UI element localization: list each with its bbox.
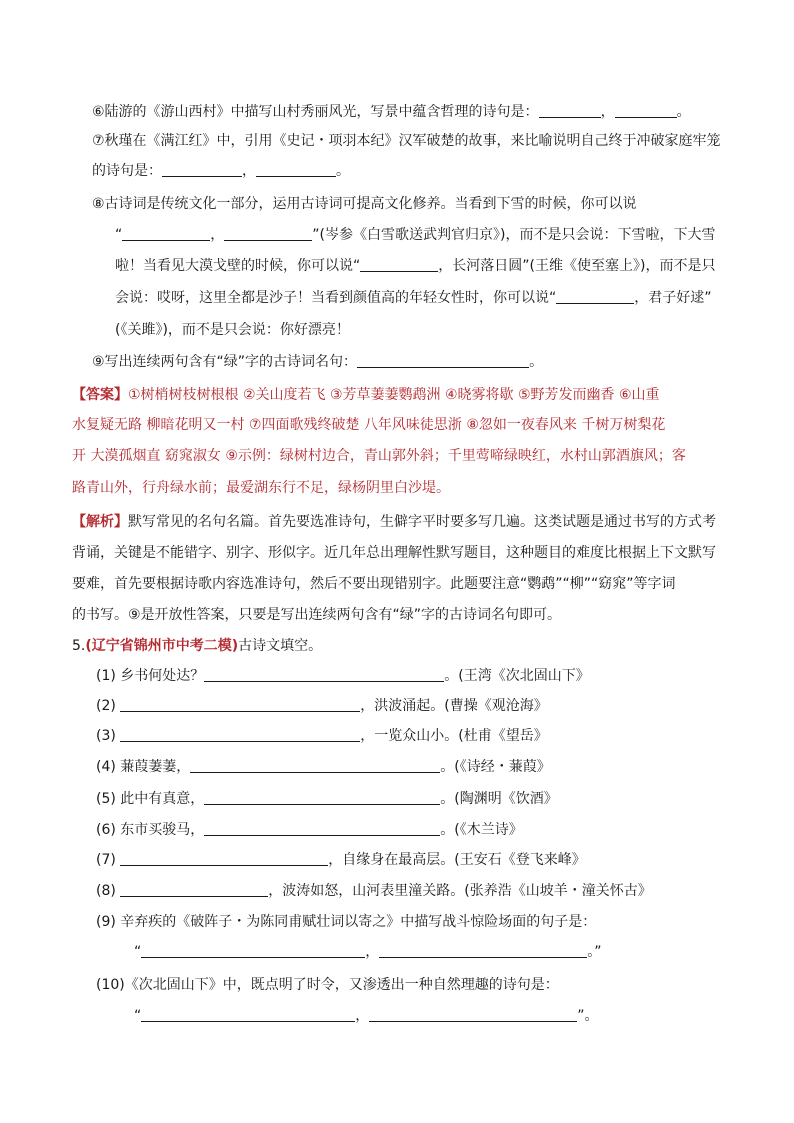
analysis-line4: 的书写。⑨是开放性答案，只要是写出连续两句含有“绿”字的古诗词名句即可。 [72, 607, 562, 623]
answer-blank[interactable] [360, 257, 438, 272]
answer-blank[interactable] [539, 103, 601, 118]
q5-item-2 [96, 696, 548, 716]
item-text: (7) [96, 852, 121, 868]
q5-item-10-line1: (10)《次北固山下》中，既点明了时令，又渗透出一种自然理趣的诗句是： [96, 977, 559, 993]
q4-item-7-line2 [92, 161, 350, 181]
q4-item-8-line2 [115, 225, 715, 245]
item-text: (5) 此中有真意， [96, 791, 205, 807]
answer-line4: 路青山外，行舟绿水前；最爱湖东行不足，绿杨阴里白沙堤。 [72, 480, 450, 496]
item-8-text: ”(岑参《白雪歌送武判官归京》)，而不是只会说：下雪啦，下大雪 [312, 227, 716, 243]
item-source: 。(《诗经・蒹葭》 [440, 759, 551, 775]
answer-blank[interactable] [120, 727, 360, 742]
answer-blank[interactable] [190, 758, 440, 773]
q4-item-7-line1: ⑦秋瑾在《满江红》中，引用《史记・项羽本纪》汉军破楚的故事，来比喻说明自己终于冲破家庭牢笼 [92, 133, 721, 149]
item-source: ，波涛如怒，山河表里潼关路。(张养浩《山坡羊・潼关怀古》 [268, 883, 652, 899]
answer-blank[interactable] [556, 289, 634, 304]
answer-blank[interactable] [357, 353, 529, 368]
q4-item-8-line1: ⑧古诗词是传统文化一部分，运用古诗词可提高文化修养。当看到下雪的时候，你可以说 [92, 196, 637, 212]
analysis-text: 默写常见的名句名篇。首先要选准诗句，生僻字平时要多写几遍。这类试题是通过书写的方式考 [128, 514, 716, 530]
answer-blank[interactable] [204, 821, 440, 836]
period: 。 [336, 163, 350, 179]
answer-blank[interactable] [256, 162, 336, 177]
item-8-text: ，君子好逑” [634, 290, 712, 306]
answer-blank[interactable] [122, 226, 210, 241]
question-source: (辽宁省锦州市中考二模) [85, 638, 239, 654]
analysis-line3: 要难，首先要根据诗歌内容选准诗句，然后不要出现错别字。此题要注意“鹦鹉”“柳”“窈窕”等字词 [72, 576, 676, 592]
item-6-text: ⑥陆游的《游山西村》中描写山村秀丽风光，写景中蕴含哲理的诗句是： [92, 104, 539, 120]
item-text: (4) 蒹葭萋萋， [96, 759, 191, 775]
q4-item-8-line3 [115, 256, 715, 276]
item-source: ，自缘身在最高层。(王安石《登飞来峰》 [328, 852, 586, 868]
analysis-label: 【解析】 [72, 514, 128, 530]
question-title: 古诗文填空。 [238, 638, 323, 654]
item-source: 。(王湾《次北固山下》 [444, 668, 590, 684]
item-source: ，一览众山小。(杜甫《望岳》 [360, 728, 548, 744]
q5-item-8 [96, 881, 652, 901]
quote-open: “ [134, 1008, 142, 1024]
item-8-text: 会说：哎呀，这里全都是沙子！当看到颜值高的年轻女性时，你可以说“ [115, 290, 557, 306]
item-9-text: ⑨写出连续两句含有“绿”字的古诗词名句： [92, 354, 358, 370]
q5-item-10-line2 [134, 1006, 599, 1026]
quote-close: ”。 [577, 1008, 599, 1024]
q5-item-3 [96, 726, 548, 746]
answer-blank[interactable] [120, 882, 268, 897]
item-text: (3) [96, 728, 121, 744]
quote-close: 。” [587, 944, 602, 960]
quote-open: “ [115, 227, 123, 243]
q5-item-1 [96, 666, 590, 686]
comma: ， [600, 104, 615, 120]
period: 。 [676, 104, 691, 120]
item-7-text: 的诗句是： [92, 163, 162, 179]
answer-label: 【答案】 [72, 387, 128, 403]
answer-blank[interactable] [162, 162, 242, 177]
comma: ， [242, 163, 256, 179]
answer-blank[interactable] [141, 943, 365, 958]
q4-item-8-line4 [115, 288, 712, 308]
comma: ， [365, 944, 380, 960]
answer-blank[interactable] [204, 667, 444, 682]
item-8-text: 啦！当看见大漠戈壁的时候，你可以说“ [115, 258, 361, 274]
answer-blank[interactable] [120, 697, 360, 712]
answer-text: ①树梢树枝树根根 ②关山度若飞 ③芳草萋萋鹦鹉洲 ④晓雾将歇 ⑤野芳发而幽香 ⑥山重 [128, 387, 660, 403]
answer-blank[interactable] [379, 943, 587, 958]
q5-heading [72, 636, 322, 656]
item-text: (8) [96, 883, 121, 899]
answer-line2: 水复疑无路 柳暗花明又一村 ⑦四面歌残终破楚 八年风味徒思浙 ⑧忽如一夜春风来 千树万树梨花 [72, 417, 666, 433]
q5-item-6 [96, 820, 523, 840]
q5-item-9-line1: (9) 辛弃疾的《破阵子・为陈同甫赋壮词以寄之》中描写战斗惊险场面的句子是： [96, 914, 597, 930]
q4-item-8-line5: (《关雎》)，而不是只会说：你好漂亮！ [115, 322, 350, 338]
q4-item-6 [92, 102, 691, 122]
item-text: (2) [96, 698, 121, 714]
answer-line1 [72, 385, 660, 405]
item-source: 。(《木兰诗》 [440, 822, 523, 838]
q5-item-7 [96, 850, 586, 870]
answer-blank[interactable] [369, 1007, 577, 1022]
item-text: (1) 乡书何处达？ [96, 668, 205, 684]
item-8-text: ，长河落日圆”(王维《使至塞上》)，而不是只 [438, 258, 716, 274]
comma: ， [355, 1008, 370, 1024]
answer-blank[interactable] [615, 103, 677, 118]
q5-item-5 [96, 789, 558, 809]
answer-blank[interactable] [224, 226, 312, 241]
answer-blank[interactable] [204, 790, 440, 805]
item-source: 。(陶渊明《饮酒》 [440, 791, 558, 807]
comma: ， [210, 227, 225, 243]
q5-item-9-line2 [134, 942, 602, 962]
item-source: ，洪波涌起。(曹操《观沧海》 [360, 698, 548, 714]
analysis-line1 [72, 512, 716, 532]
period: 。 [529, 354, 544, 370]
answer-blank[interactable] [141, 1007, 355, 1022]
q4-item-9 [92, 352, 543, 372]
answer-blank[interactable] [120, 851, 328, 866]
item-text: (6) 东市买骏马， [96, 822, 205, 838]
question-number: 5. [72, 638, 86, 654]
q5-item-4 [96, 757, 551, 777]
answer-line3: 开 大漠孤烟直 窈窕淑女 ⑨示例：绿树村边合，青山郭外斜；千里莺啼绿映红，水村山郭酒旗风；客 [72, 448, 686, 464]
analysis-line2: 背诵，关键是不能错字、别字、形似字。近几年总出理解性默写题目，这种题目的难度比根据上下文默写 [72, 545, 716, 561]
quote-open: “ [134, 944, 142, 960]
